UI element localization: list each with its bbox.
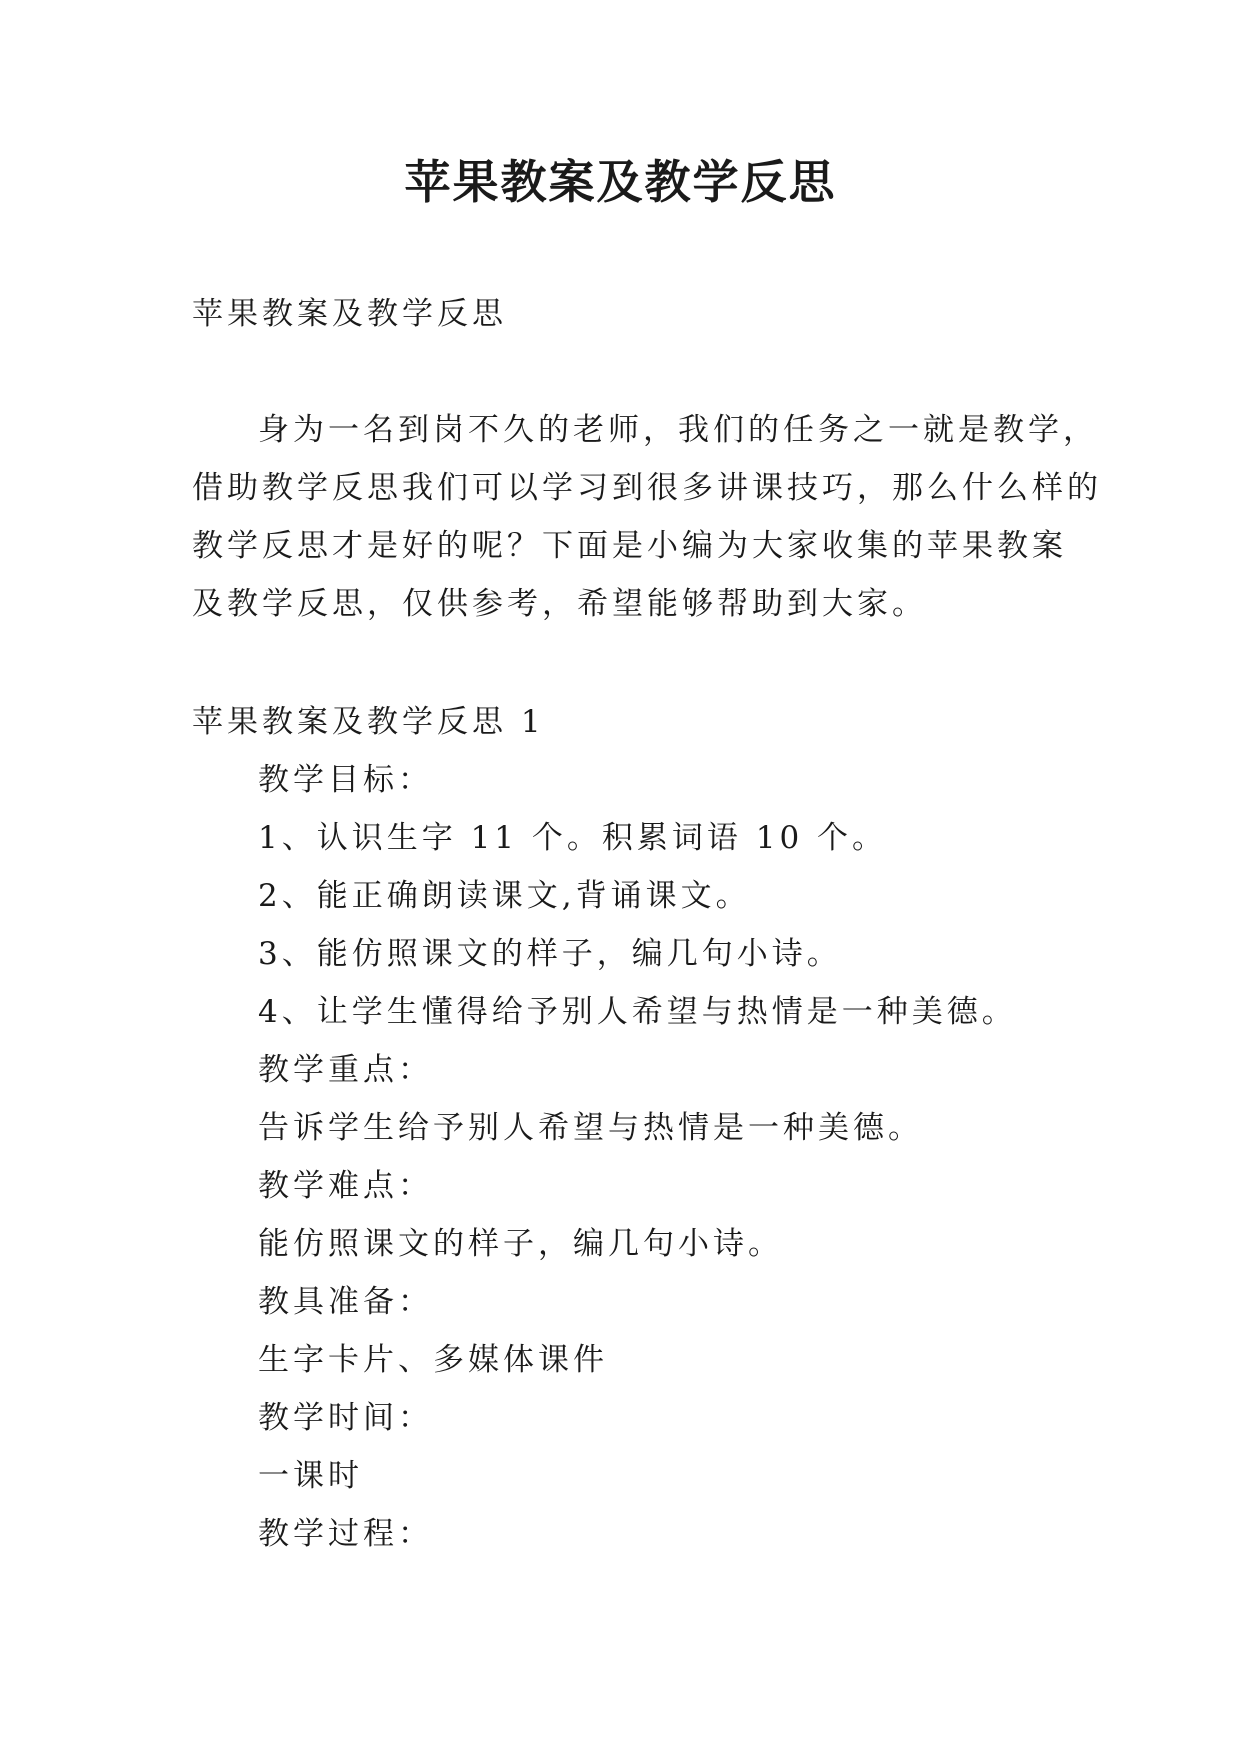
difficulties-text: 能仿照课文的样子，编几句小诗。 — [258, 1226, 783, 1262]
document-title: 苹果教案及教学反思 — [404, 155, 837, 209]
intro-line-2: 借助教学反思我们可以学习到很多讲课技巧，那么什么样的 — [192, 470, 1102, 506]
goal-item-2: 2、能正确朗读课文,背诵课文。 — [258, 878, 751, 914]
heading-key-points: 教学重点： — [258, 1052, 433, 1088]
materials-text: 生字卡片、多媒体课件 — [258, 1342, 608, 1378]
goal-item-3: 3、能仿照课文的样子，编几句小诗。 — [258, 936, 842, 972]
document-subtitle: 苹果教案及教学反思 — [192, 296, 507, 332]
heading-time: 教学时间： — [258, 1400, 433, 1436]
section-heading: 苹果教案及教学反思 1 — [192, 704, 545, 740]
goal-item-4: 4、让学生懂得给予别人希望与热情是一种美德。 — [258, 994, 1017, 1030]
heading-difficulties: 教学难点： — [258, 1168, 433, 1204]
intro-line-1: 身为一名到岗不久的老师，我们的任务之一就是教学， — [258, 412, 1098, 448]
goal-item-1: 1、认识生字 11 个。积累词语 10 个。 — [258, 820, 888, 856]
heading-teaching-goals: 教学目标： — [258, 762, 433, 798]
heading-materials: 教具准备： — [258, 1284, 433, 1320]
time-text: 一课时 — [258, 1458, 363, 1494]
intro-line-4: 及教学反思，仅供参考，希望能够帮助到大家。 — [192, 586, 927, 622]
intro-line-3: 教学反思才是好的呢？下面是小编为大家收集的苹果教案 — [192, 528, 1067, 564]
key-points-text: 告诉学生给予别人希望与热情是一种美德。 — [258, 1110, 923, 1146]
heading-process: 教学过程： — [258, 1516, 433, 1552]
